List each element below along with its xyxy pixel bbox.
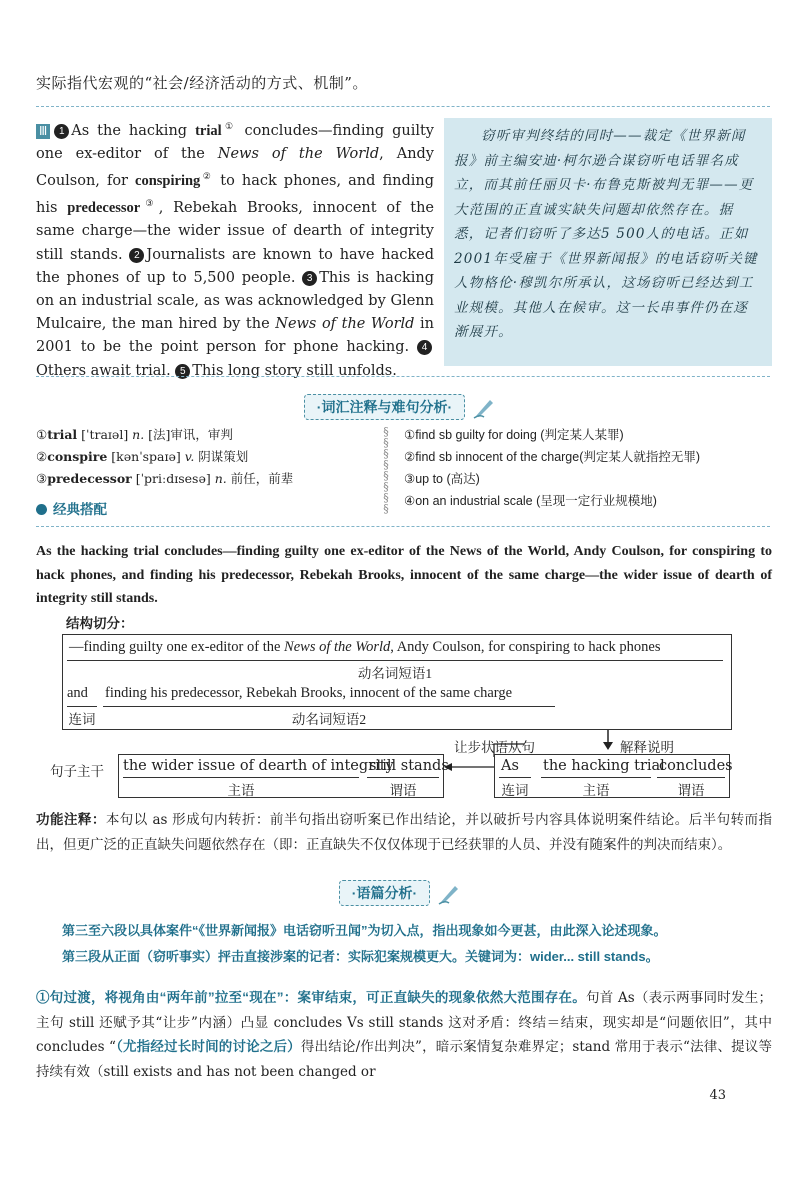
vocab-item: ①trial [ˈtraɪəl] n. [法]审讯，审判 [36,427,233,442]
sub-predicate-label: 谓语 [677,783,705,799]
classic-collocation: 经典搭配 [36,498,107,518]
para-marker: Ⅲ [36,124,50,139]
sentence-num: 5 [175,364,190,379]
top-line: 实际指代宏观的“社会/经济活动的方式、机制”。 [36,74,368,92]
vocab-header-label: ·词汇注释与难句分析· [304,394,465,420]
page-number: 43 [709,1088,726,1103]
underline [657,777,725,778]
key-sentence: As the hacking trial concludes—finding guilty one ex-editor of the News of the World, Andy Coulson, for conspiring to hack phones, and finding his predecessor, Rebekah Brooks, innocent of the same charge—the wider issue of dearth of integrity still stands. [36,544,772,606]
subject: the wider issue of dearth of integrity [123,758,394,774]
as-label: 连词 [501,783,529,799]
chain-divider: § § § § § § § § [383,425,389,515]
bullet-icon [36,504,47,515]
phrase-item: ②find sb innocent of the charge(判定某人就指控无罪) [404,450,701,464]
analysis-detail: ①句过渡，将视角由“两年前”拉至“现在”：案审结束，可正直缺失的现象依然大范围存在。句首 As（表示两事同时发生；主句 still 还赋予其“让步”内涵）凸显 concludes Vs still stands 这对矛盾：终结＝结束，现实却是“问题依旧”，其中 concludes “（尤指经过长时间的讨论之后）得出结论/作出判决”，暗示案情复杂难界定；stand 常用于表示“法律、提议等持续有效（still exists and has not been changed or [36,990,773,1080]
underline [67,660,723,661]
pen-icon [437,882,461,906]
sentence-num: 4 [417,340,432,355]
sentence-num: 3 [302,271,317,286]
sub-subject: the hacking trial [543,758,665,774]
conjunction-and: and [67,685,88,701]
phrase-item: ①find sb guilty for doing (判定某人某罪) [404,428,624,442]
function-note: 功能注释：本句以 as 形成句内转折：前半句指出窃听案已作出结论，并以破折号内容具体说明案件结论。后半句转而指出，但更广泛的正直缺失问题依然存在（即：正直缺失不仅仅体现于已经获罪的人员、并没有随案件的判决而结束）。 [36,812,773,853]
vocab-item: ②conspire [kənˈspaɪə] v. 阴谋策划 [36,449,249,464]
conjunction-label: 连词 [68,712,96,727]
underline [103,706,555,707]
translation-box: 窃听审判终结的同时——裁定《世界新闻报》前主编安迪·柯尔逊合谋窃听电话罪名成立，而其前任丽贝卡·布鲁克斯被判无罪——更大范围的正直诚实缺失问题却依然存在。据悉，记者们窃听了多达5 500人的电话。正如2001年受雇于《世界新闻报》的电话窃听关键人物格伦·穆凯尔所承认，这场窃听已经达到工业规模。其他人在候审。这一长串事件仍在逐渐展开。 [444,118,772,366]
divider [36,376,770,377]
main-clause-label: 句子主干 [50,764,104,779]
analysis-header-label: ·语篇分析· [339,880,430,906]
phrase-item: ④on an industrial scale (呈现一定行业规模地) [404,494,657,508]
divider [36,106,770,107]
gerund-label-1: 动名词短语1 [357,666,433,681]
conjunction-as: As [501,758,519,774]
vocab-header [0,394,800,420]
vocab-item: ③predecessor [ˈpriːdɪsesə] n. 前任，前辈 [36,471,294,486]
explain-label: 解释说明 [620,740,674,755]
predicate-label: 谓语 [389,783,417,799]
analysis-header [0,880,800,906]
underline [123,777,359,778]
gerund-label-2: 动名词短语2 [291,712,367,727]
underline [499,777,531,778]
phrase-list [404,424,784,512]
structure-heading: 结构切分： [66,616,134,631]
passage: Ⅲ 1 As the hacking trial① concludes—finding guilty one ex-editor of the News of the World, Andy Coulson, for conspiring② to hack phones, and finding his predecessor③, Rebekah Brooks, innocent of the same charge—the wider issue of dearth of integrity still stands. 2 Journalists are known to have hacked the phones of up to 5,500 people. 3 This is hacking on an industrial scale, as was acknowledged by Glenn Mulcaire, the man hired by the News of the World in 2001 to be the point person for phone hacking. 4Others await trial. 5 This long story still unfolds. [36,122,435,379]
pen-icon [472,396,496,420]
structure-box [62,634,732,730]
sub-predicate: concludes [659,758,733,774]
subject-label: 主语 [227,783,255,799]
concessive-label: 让步状语从句 [454,740,535,755]
underline [367,777,439,778]
analysis-summary: 第三至六段以具体案件“《世界新闻报》电话窃听丑闻”为切入点，指出现象如今更甚，由此深入论述现象。 第三段从正面（窃听事实）抨击直接涉案的记者：实际犯案规模更大。关键词为：wider... still stands。 [62,923,667,964]
sentence-num: 2 [129,248,144,263]
phrase-item: ③up to (高达) [404,472,480,486]
vocab-list [36,424,376,490]
divider [36,526,770,527]
underline [541,777,651,778]
underline [67,706,97,707]
clause-box [494,754,733,799]
sentence-num: 1 [54,124,69,139]
sub-subject-label: 主语 [582,783,610,799]
gerund-phrase-1: —finding guilty one ex-editor of the News of the World, Andy Coulson, for conspiring to hack phones [69,639,661,655]
predicate: still stands. [369,758,454,774]
gerund-phrase-2: finding his predecessor, Rebekah Brooks, innocent of the same charge [105,685,513,701]
main-clause-box [118,754,454,799]
